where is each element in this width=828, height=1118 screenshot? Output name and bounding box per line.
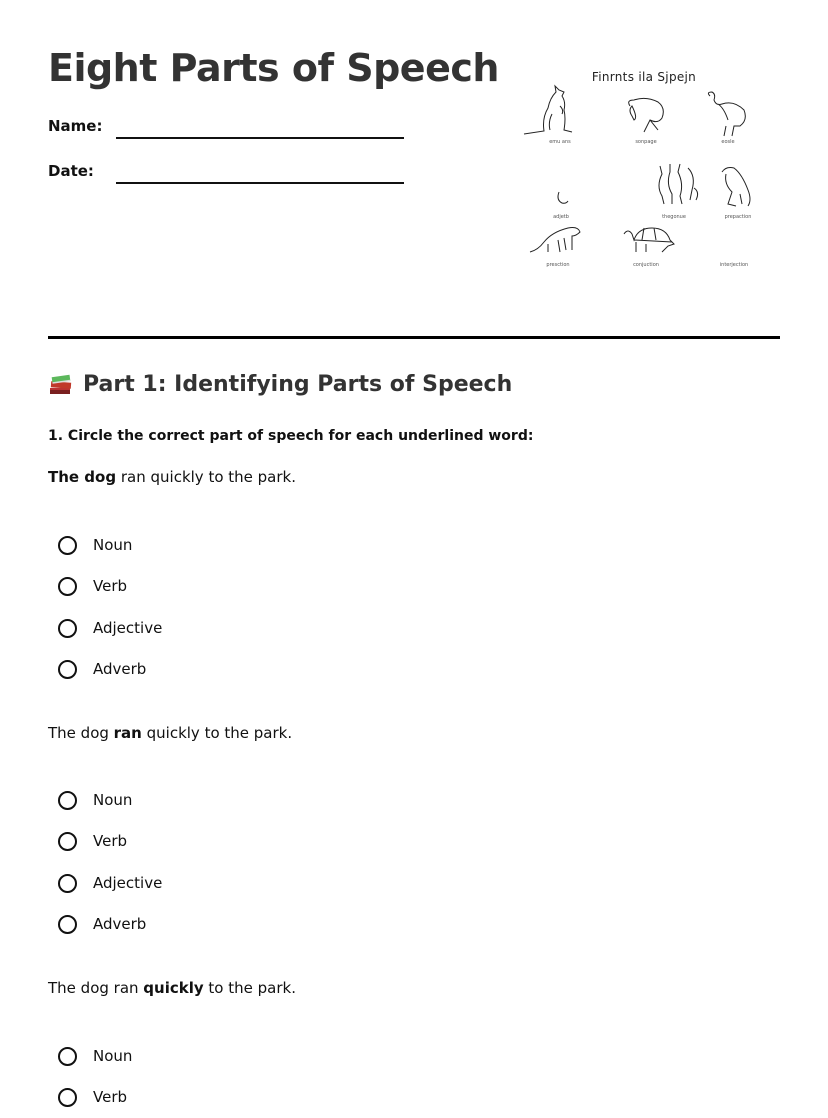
- parts-of-speech-illustration: Finrnts ila Sjpejn emu ans sonpage eosle adjetb thegonue prepaction presction conjuction interjection: [518, 68, 758, 272]
- section-title-text: Part 1: Identifying Parts of Speech: [83, 372, 513, 397]
- question-1-sentence: The dog ran quickly to the park.: [48, 468, 296, 486]
- q2-option-adjective[interactable]: Adjective: [58, 871, 162, 895]
- name-line[interactable]: [116, 137, 404, 139]
- radio-circle[interactable]: [58, 619, 77, 638]
- radio-circle[interactable]: [58, 874, 77, 893]
- q2-option-noun[interactable]: Noun: [58, 788, 132, 812]
- q1-option-adverb[interactable]: Adverb: [58, 657, 146, 681]
- radio-circle[interactable]: [58, 577, 77, 596]
- target-word: The dog: [48, 468, 117, 486]
- q2-option-verb[interactable]: Verb: [58, 829, 127, 853]
- otter-icon: [528, 222, 582, 256]
- q1-option-noun[interactable]: Noun: [58, 533, 132, 557]
- section-divider: [48, 336, 780, 339]
- date-line[interactable]: [116, 182, 404, 184]
- radio-circle[interactable]: [58, 660, 77, 679]
- birds-group-icon: [654, 160, 702, 208]
- q3-option-noun[interactable]: Noun: [58, 1044, 132, 1068]
- q2-option-adverb[interactable]: Adverb: [58, 912, 146, 936]
- target-word: quickly: [143, 979, 204, 997]
- date-label: Date:: [48, 162, 94, 180]
- question-2-sentence: The dog ran quickly to the park.: [48, 724, 293, 742]
- radio-circle[interactable]: [58, 1047, 77, 1066]
- q1-option-verb[interactable]: Verb: [58, 574, 127, 598]
- crescent-icon: [554, 190, 570, 206]
- emu-icon: [704, 90, 750, 138]
- question-instruction: 1. Circle the correct part of speech for each underlined word:: [48, 428, 534, 444]
- radio-circle[interactable]: [58, 791, 77, 810]
- section-heading: [48, 372, 512, 397]
- question-3-sentence: The dog ran quickly to the park.: [48, 979, 296, 997]
- radio-circle[interactable]: [58, 536, 77, 555]
- illustration-title: Finrnts ila Sjpejn: [591, 70, 697, 84]
- parrot-icon: [718, 164, 756, 210]
- q3-option-verb[interactable]: Verb: [58, 1085, 127, 1109]
- koala-icon: [624, 96, 668, 136]
- turtle-icon: [622, 226, 676, 256]
- books-icon: [48, 373, 74, 397]
- kangaroo-icon: [520, 82, 576, 138]
- radio-circle[interactable]: [58, 832, 77, 851]
- radio-circle[interactable]: [58, 915, 77, 934]
- name-label: Name:: [48, 117, 103, 135]
- target-word: ran: [113, 724, 142, 742]
- worksheet-title: Eight Parts of Speech: [48, 46, 499, 90]
- q1-option-adjective[interactable]: Adjective: [58, 616, 162, 640]
- radio-circle[interactable]: [58, 1088, 77, 1107]
